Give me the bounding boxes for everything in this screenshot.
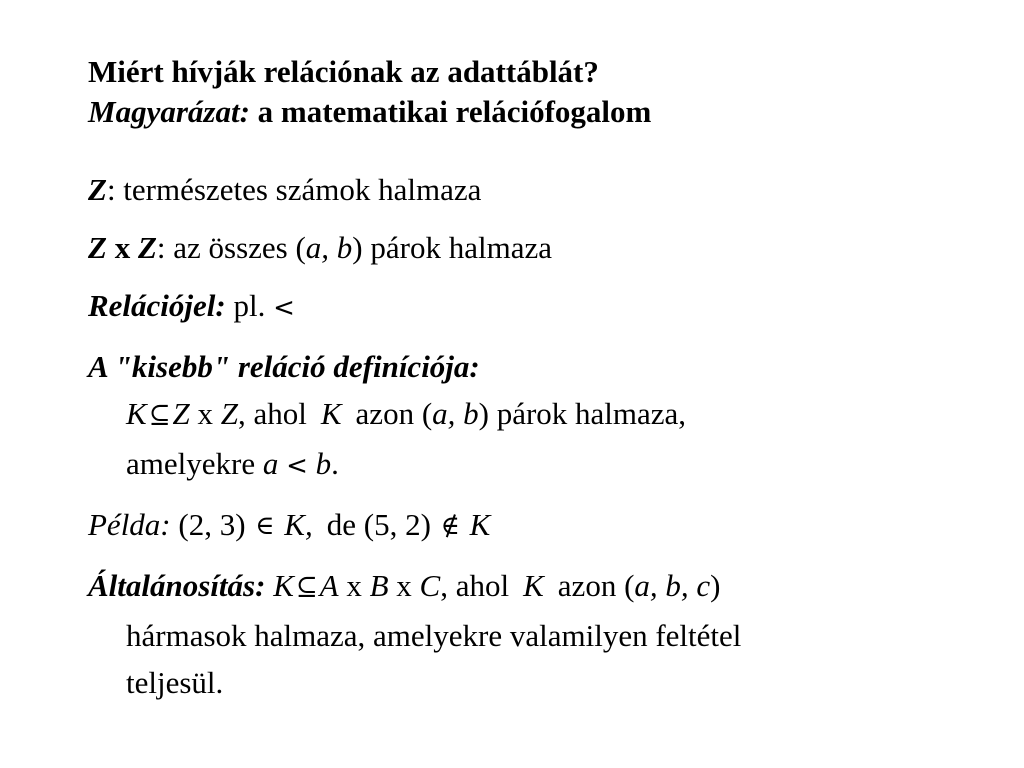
def-rest: ) párok halmaza, [478,396,687,431]
slide [88,52,988,717]
def-amelyekre: amelyekre [126,446,263,481]
less-than-symbol: < [273,293,295,323]
gen-azon: azon ( [557,568,635,603]
slide-title [88,52,988,132]
gen-abc: a, b, c [634,568,711,603]
definition-line-3 [88,440,988,490]
pelda-k1: K, [284,507,313,542]
text-zxz-1: : az összes ( [156,230,306,265]
def-z1: Z [172,396,190,431]
element-of-symbol: ∈ [255,511,275,541]
item-definition [88,343,988,490]
gen-close: ) [710,568,721,603]
gen-k2: K [523,568,544,603]
pelda-k2: K [469,507,491,542]
not-element-of-symbol: ∉ [440,511,460,541]
title-explanation-text: a matematikai relációfogalom [249,94,652,129]
def-z2: Z [220,396,238,431]
generalization-line-1 [88,562,988,612]
item-pelda [88,501,988,551]
def-dot: . [331,446,339,481]
term-z: Z [88,172,107,207]
item-zxz [88,224,988,271]
def-x: x [189,396,221,431]
text-relaciojel: pl. [225,288,274,323]
gen-k1: K [273,568,294,603]
item-relaciojel [88,282,988,332]
term-generalization: Általánosítás: [88,568,266,603]
term-definition: A "kisebb" reláció definíciója: [88,349,480,384]
text-z: : természetes számok halmaza [106,172,482,207]
gen-b: B [369,568,389,603]
def-k2: K [320,396,342,431]
def-k1: K [126,396,147,431]
pelda-pair-1: (2, 3) [170,507,254,542]
def-ahol: , ahol [237,396,307,431]
def-ab: a, b [432,396,479,431]
gen-ahol: , ahol [440,568,510,603]
gen-c: C [419,568,441,603]
def-less-than-symbol: < [286,451,308,481]
def-b: b [315,446,332,481]
term-relaciojel: Relációjel: [88,288,226,323]
def-azon: azon ( [355,396,433,431]
generalization-line-2: hármasok halmaza, amelyekre valamilyen feltétel [126,618,742,653]
gen-subseteq-symbol: ⊆ [295,572,318,602]
pelda-de: de (5, 2) [326,507,439,542]
gen-x2: x [388,568,420,603]
def-a: a [262,446,279,481]
gen-a: A [319,568,339,603]
gen-x1: x [338,568,370,603]
term-zxz-b: Z [137,230,157,265]
title-line-1: Miért hívják relációnak az adattáblát? [88,54,599,89]
item-generalization [88,562,988,706]
generalization-line-3: teljesül. [126,665,224,700]
term-zxz-x: x [106,230,138,265]
subseteq-symbol: ⊆ [148,400,171,430]
text-zxz-2: ) párok halmaza [352,230,552,265]
text-zxz-ab: a, b [305,230,353,265]
definition-line-2 [88,390,988,440]
item-z [88,166,988,213]
title-explanation-label: Magyarázat: [88,94,250,129]
term-zxz-a: Z [88,230,107,265]
term-pelda: Példa: [88,507,171,542]
slide-body [88,166,988,706]
title-line-2 [88,92,988,132]
